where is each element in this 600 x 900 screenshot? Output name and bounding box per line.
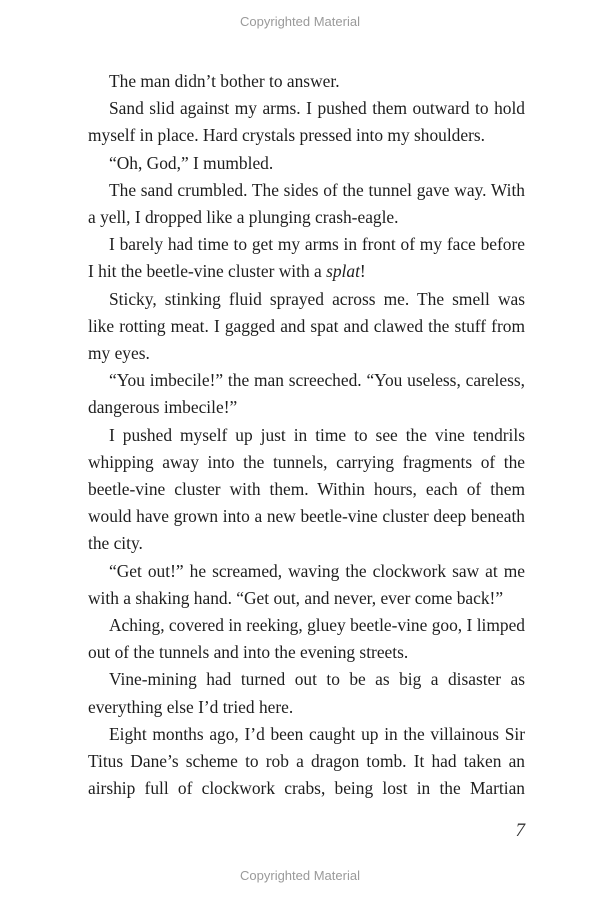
paragraph: “Oh, God,” I mumbled. (109, 152, 274, 173)
paragraph: I pushed myself up just in time to see the vine tendrils whipping away into the tunnels, carrying fragments of the beetle-vine cluster with them. Within hours, each of them would have grown into a new beetle-vine cluster deep beneath the city. (88, 424, 525, 554)
page-number: 7 (515, 820, 525, 841)
paragraph: Eight months ago, I’d been caught up in the villainous Sir Titus Dane’s scheme to rob a dragon tomb. It had taken an airship full of clockwork crabs, being lost in the Martian (88, 723, 525, 799)
paragraph-splat (88, 231, 525, 285)
copyright-watermark-top: Copyrighted Material (240, 14, 360, 29)
copyright-watermark-bottom: Copyrighted Material (240, 868, 360, 883)
paragraph: The man didn’t bother to answer. (109, 71, 340, 91)
paragraph: Vine-mining had turned out to be as big a disaster as everything else I’d tried here. (88, 669, 525, 717)
paragraph: “Get out!” he screamed, waving the clockwork saw at me with a shaking hand. “Get out, and never, ever come back!” (88, 560, 525, 608)
body-text (88, 68, 525, 802)
paragraph: The sand crumbled. The sides of the tunnel gave way. With a yell, I dropped like a plunging crash-eagle. (88, 179, 525, 228)
exclamation: ! (359, 261, 366, 282)
emphasis-splat: splat (326, 261, 360, 282)
paragraph: “You imbecile!” the man screeched. “You useless, careless, dangerous imbecile!” (88, 370, 525, 418)
paragraph: Sticky, stinking fluid sprayed across me. The smell was like rotting meat. I gagged and spat and clawed the stuff from my eyes. (88, 288, 525, 364)
paragraph: Sand slid against my arms. I pushed them outward to hold myself in place. Hard crystals pressed into my shoulders. (88, 98, 525, 146)
paragraph: Aching, covered in reeking, gluey beetle-vine goo, I limped out of the tunnels and into the evening streets. (88, 615, 525, 663)
paragraph-text: I barely had time to get my arms in front of my face before I hit the beetle-vine cluster with a (88, 234, 525, 282)
